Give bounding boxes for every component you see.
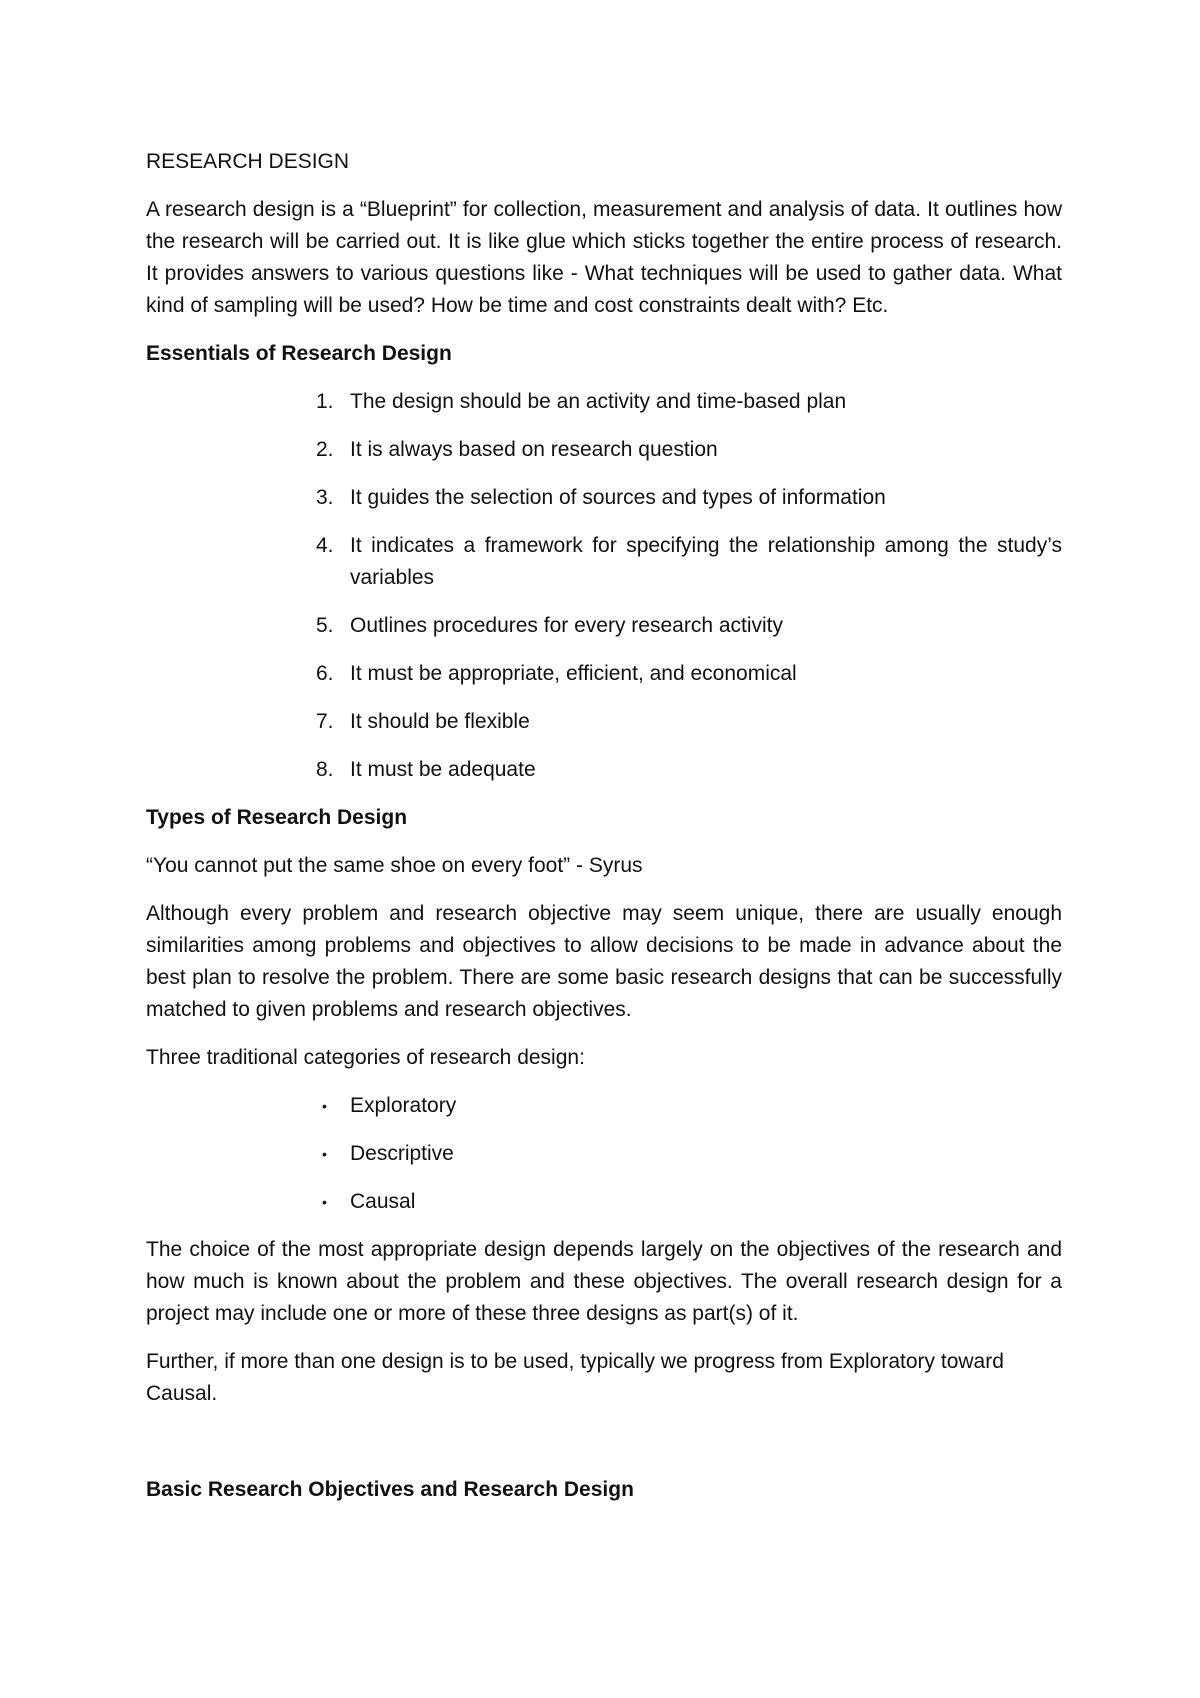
list-item-text: It guides the selection of sources and types of information	[350, 486, 886, 509]
list-item-number: 4.	[316, 534, 334, 557]
list-item-text: Outlines procedures for every research activity	[350, 614, 784, 637]
list-item-text: It is always based on research question	[350, 438, 718, 461]
list-item-text: Exploratory	[350, 1094, 457, 1117]
list-item-number: 2.	[316, 438, 334, 461]
list-item	[316, 482, 1062, 514]
list-item-text: It must be adequate	[350, 758, 536, 781]
spacer	[146, 1426, 1062, 1474]
bullet-icon: •	[322, 1146, 327, 1162]
categories-intro: Three traditional categories of research design:	[146, 1046, 585, 1069]
list-item	[316, 1090, 1062, 1122]
list-item-text: It must be appropriate, efficient, and economical	[350, 662, 797, 685]
list-item	[316, 706, 1062, 738]
list-item	[316, 1186, 1062, 1218]
types-heading: Types of Research Design	[146, 806, 408, 829]
list-item	[316, 1138, 1062, 1170]
bullet-icon: •	[322, 1194, 327, 1210]
basic-objectives-heading: Basic Research Objectives and Research Design	[146, 1478, 634, 1501]
intro-paragraph: A research design is a “Blueprint” for collection, measurement and analysis of data. It outlines how the research will be carried out. It is like glue which sticks together the entire process of research. It provides answers to various questions like - What techniques will be used to gather data. What kind of sampling will be used? How be time and cost constraints dealt with? Etc.	[146, 198, 1062, 317]
list-item	[316, 386, 1062, 418]
quote-line: “You cannot put the same shoe on every foot” - Syrus	[146, 854, 643, 877]
list-item	[316, 434, 1062, 466]
document-title: RESEARCH DESIGN	[146, 150, 350, 173]
list-item-text: It should be flexible	[350, 710, 530, 733]
further-paragraph: Further, if more than one design is to be used, typically we progress from Exploratory toward Causal.	[146, 1350, 1004, 1405]
list-item	[316, 754, 1062, 786]
list-item-text: Descriptive	[350, 1142, 454, 1165]
list-item-number: 7.	[316, 710, 334, 733]
document-page	[146, 146, 1062, 1522]
list-item-text: It indicates a framework for specifying the relationship among the study’s variables	[350, 534, 1062, 589]
list-item	[316, 610, 1062, 642]
list-item	[316, 530, 1062, 594]
list-item-number: 5.	[316, 614, 334, 637]
list-item-number: 6.	[316, 662, 334, 685]
choice-paragraph: The choice of the most appropriate design depends largely on the objectives of the research and how much is known about the problem and these objectives. The overall research design for a project may include one or more of these three designs as part(s) of it.	[146, 1238, 1062, 1325]
list-item-text: The design should be an activity and time-based plan	[350, 390, 847, 413]
list-item-number: 3.	[316, 486, 334, 509]
list-item-text: Causal	[350, 1190, 416, 1213]
types-paragraph: Although every problem and research objective may seem unique, there are usually enough similarities among problems and objectives to allow decisions to be made in advance about the best plan to resolve the problem. There are some basic research designs that can be successfully matched to given problems and research objectives.	[146, 902, 1062, 1021]
essentials-heading: Essentials of Research Design	[146, 342, 452, 365]
list-item-number: 8.	[316, 758, 334, 781]
list-item	[316, 658, 1062, 690]
essentials-list	[146, 386, 1062, 786]
list-item-number: 1.	[316, 390, 334, 413]
bullet-icon: •	[322, 1098, 327, 1114]
categories-list	[146, 1090, 1062, 1218]
